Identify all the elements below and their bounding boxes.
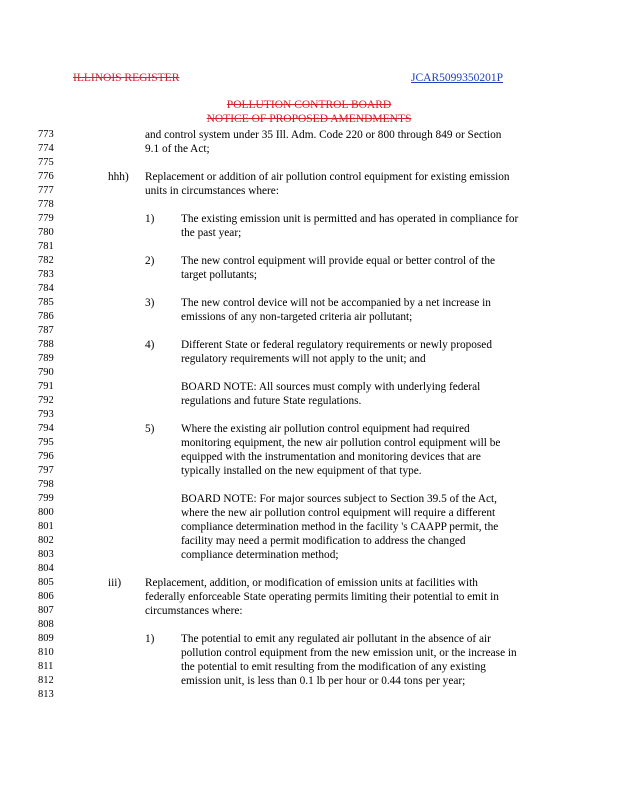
item-number: 2) [145, 255, 155, 267]
line-number: 807 [38, 605, 54, 616]
body-text-line: monitoring equipment, the new air pollution control equipment will be [181, 437, 501, 449]
document-code-link[interactable]: JCAR5099350201P [411, 72, 504, 84]
body-text-line: units in circumstances where: [145, 185, 279, 197]
line-number: 786 [38, 311, 54, 322]
notice-title: NOTICE OF PROPOSED AMENDMENTS [206, 113, 412, 125]
line-number: 798 [38, 479, 54, 490]
line-number: 802 [38, 535, 54, 546]
body-text-line: Replacement or addition of air pollution control equipment for existing emission [145, 171, 510, 183]
board-note-line: where the new air pollution control equipment will require a different [181, 507, 496, 519]
line-number: 779 [38, 213, 54, 224]
line-number: 812 [38, 675, 54, 686]
line-number: 796 [38, 451, 54, 462]
item-number: 1) [145, 633, 155, 645]
item-number: 4) [145, 339, 155, 351]
line-number: 799 [38, 493, 54, 504]
line-number: 805 [38, 577, 54, 588]
body-text-line: typically installed on the new equipment of that type. [181, 465, 422, 477]
line-number: 777 [38, 185, 54, 196]
body-text-line: target pollutants; [181, 269, 258, 281]
subsection-label-iii: iii) [108, 577, 122, 589]
line-number: 813 [38, 689, 54, 700]
line-number: 783 [38, 269, 54, 280]
line-number: 808 [38, 619, 54, 630]
line-number: 785 [38, 297, 54, 308]
body-text-line: regulatory requirements will not apply to the unit; and [181, 353, 426, 365]
line-number: 803 [38, 549, 54, 560]
line-number: 810 [38, 647, 54, 658]
item-number: 5) [145, 423, 155, 435]
line-number: 811 [38, 661, 54, 672]
line-number: 775 [38, 157, 54, 168]
line-number: 806 [38, 591, 54, 602]
line-number: 788 [38, 339, 54, 350]
line-number: 795 [38, 437, 54, 448]
line-number: 778 [38, 199, 54, 210]
body-text-line: the potential to emit resulting from the modification of any existing [181, 661, 486, 673]
item-number: 1) [145, 213, 155, 225]
body-text-line: The new control device will not be accompanied by a net increase in [181, 297, 491, 309]
line-number: 793 [38, 409, 54, 420]
line-number: 794 [38, 423, 54, 434]
body-text-line: equipped with the instrumentation and monitoring devices that are [181, 451, 481, 463]
line-number: 792 [38, 395, 54, 406]
line-number: 773 [38, 129, 54, 140]
board-note-line: compliance determination method in the facility 's CAAPP permit, the [181, 521, 499, 533]
body-text-line: and control system under 35 Ill. Adm. Code 220 or 800 through 849 or Section [145, 129, 502, 141]
board-note-line: regulations and future State regulations. [181, 395, 362, 407]
body-text-line: pollution control equipment from the new emission unit, or the increase in [181, 647, 517, 659]
body-text-line: circumstances where: [145, 605, 243, 617]
subsection-label-hhh: hhh) [108, 171, 129, 183]
line-number: 800 [38, 507, 54, 518]
body-text-line: Different State or federal regulatory requirements or newly proposed [181, 339, 492, 351]
line-number: 784 [38, 283, 54, 294]
body-text-line: Where the existing air pollution control equipment had required [181, 423, 470, 435]
body-text-line: the past year; [181, 227, 242, 239]
line-number: 791 [38, 381, 54, 392]
line-number: 776 [38, 171, 54, 182]
line-number: 782 [38, 255, 54, 266]
line-number: 774 [38, 143, 54, 154]
body-text-line: 9.1 of the Act; [145, 143, 210, 155]
body-text-line: The existing emission unit is permitted and has operated in compliance for [181, 213, 519, 225]
item-number: 3) [145, 297, 155, 309]
board-note-line: BOARD NOTE: For major sources subject to Section 39.5 of the Act, [181, 493, 497, 505]
board-title: POLLUTION CONTROL BOARD [226, 99, 392, 111]
line-number: 780 [38, 227, 54, 238]
board-note-line: facility may need a permit modification to address the changed [181, 535, 466, 547]
line-number: 801 [38, 521, 54, 532]
body-text-line: emission unit, is less than 0.1 lb per hour or 0.44 tons per year; [181, 675, 466, 687]
body-text-line: The potential to emit any regulated air pollutant in the absence of air [181, 633, 491, 645]
board-note-line: compliance determination method; [181, 549, 339, 561]
line-number: 789 [38, 353, 54, 364]
body-text-line: Replacement, addition, or modification of emission units at facilities with [145, 577, 478, 589]
line-number: 809 [38, 633, 54, 644]
body-text-line: federally enforceable State operating permits limiting their potential to emit in [145, 591, 499, 603]
line-number: 790 [38, 367, 54, 378]
body-text-line: The new control equipment will provide equal or better control of the [181, 255, 496, 267]
line-number: 787 [38, 325, 54, 336]
line-number: 804 [38, 563, 54, 574]
board-note-line: BOARD NOTE: All sources must comply with underlying federal [181, 381, 481, 393]
body-text-line: emissions of any non-targeted criteria air pollutant; [181, 311, 413, 323]
line-number: 781 [38, 241, 54, 252]
line-number: 797 [38, 465, 54, 476]
register-name: ILLINOIS REGISTER [73, 72, 180, 84]
